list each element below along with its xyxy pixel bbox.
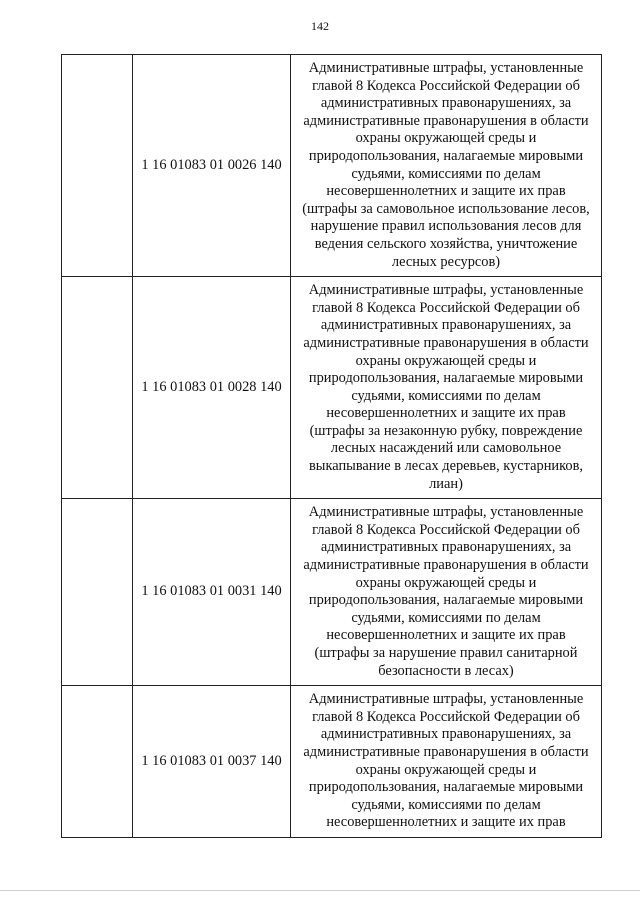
description-cell: [291, 55, 602, 277]
description-line: охраны окружающей среды и: [355, 761, 537, 778]
description-line: административных правонарушениях, за: [320, 539, 572, 556]
description-line: природопользования, налагаемые мировыми: [308, 592, 584, 609]
description-line: главой 8 Кодекса Российской Федерации об: [312, 77, 580, 94]
row-number-cell: [62, 499, 133, 686]
description-cell: [291, 277, 602, 499]
description-line: несовершеннолетних и защите их прав: [326, 405, 566, 422]
description-line: лесных насаждений или самовольное: [330, 440, 562, 457]
description-line: лесных ресурсов): [391, 253, 501, 270]
description-cell: [291, 499, 602, 686]
description-line: охраны окружающей среды и: [355, 130, 537, 147]
description-line: (штрафы за самовольное использование лесов,: [302, 200, 590, 217]
description-line: нарушение правил использования лесов для: [310, 218, 582, 235]
description-line: Административные штрафы, установленные: [308, 60, 584, 76]
description-line: Административные штрафы, установленные: [308, 691, 584, 708]
row-number-cell: [62, 277, 133, 499]
table-row: [62, 55, 602, 277]
description-line: выкапывание в лесах деревьев, кустарников,: [309, 458, 583, 475]
description-line: главой 8 Кодекса Российской Федерации об: [312, 299, 580, 316]
description-line: (штрафы за нарушение правил санитарной: [314, 645, 578, 661]
description-line: административные правонарушения в области: [303, 334, 589, 351]
row-number-cell: [62, 686, 133, 838]
description-line: несовершеннолетних и защите их прав: [326, 814, 566, 831]
description-cell: [291, 686, 602, 838]
row-number-cell: [62, 55, 133, 277]
description-line: главой 8 Кодекса Российской Федерации об: [312, 521, 580, 538]
classification-code: 1 16 01083 01 0031 140: [133, 499, 291, 686]
page-bottom-rule: [0, 890, 640, 891]
description-line: Административные штрафы, установленные: [308, 504, 584, 521]
description-line: природопользования, налагаемые мировыми: [308, 370, 584, 387]
table-row: [62, 686, 602, 838]
description-line: (штрафы за незаконную рубку, повреждение: [309, 422, 583, 439]
description-line: главой 8 Кодекса Российской Федерации об: [312, 708, 580, 725]
classification-code: 1 16 01083 01 0026 140: [133, 55, 291, 277]
description-line: природопользования, налагаемые мировыми: [308, 779, 584, 796]
description-line: судьями, комиссиями по делам: [351, 796, 541, 813]
description-line: ведения сельского хозяйства, уничтожение: [314, 235, 578, 252]
description-line: административных правонарушениях, за: [320, 317, 572, 334]
classification-code: 1 16 01083 01 0028 140: [133, 277, 291, 499]
description-line: охраны окружающей среды и: [355, 352, 537, 369]
description-line: судьями, комиссиями по делам: [351, 387, 541, 404]
description-line: судьями, комиссиями по делам: [351, 165, 541, 182]
description-line: охраны окружающей среды и: [355, 574, 537, 591]
description-line: административные правонарушения в области: [303, 743, 589, 760]
description-line: несовершеннолетних и защите их прав: [326, 627, 566, 644]
description-line: безопасности в лесах): [378, 662, 514, 679]
description-line: административных правонарушениях, за: [320, 726, 572, 743]
description-line: природопользования, налагаемые мировыми: [308, 147, 584, 164]
classification-code: 1 16 01083 01 0037 140: [133, 686, 291, 838]
page-number: 142: [311, 19, 329, 33]
description-line: административные правонарушения в области: [303, 557, 589, 574]
description-line: несовершеннолетних и защите их прав: [326, 183, 566, 200]
description-line: судьями, комиссиями по делам: [351, 609, 541, 626]
description-line: административные правонарушения в области: [303, 112, 589, 129]
description-line: Административные штрафы, установленные: [308, 282, 584, 299]
table-row: [62, 499, 602, 686]
description-line: лиан): [429, 475, 463, 492]
budget-classification-table: [61, 54, 602, 838]
table-row: [62, 277, 602, 499]
description-line: административных правонарушениях, за: [320, 95, 572, 112]
